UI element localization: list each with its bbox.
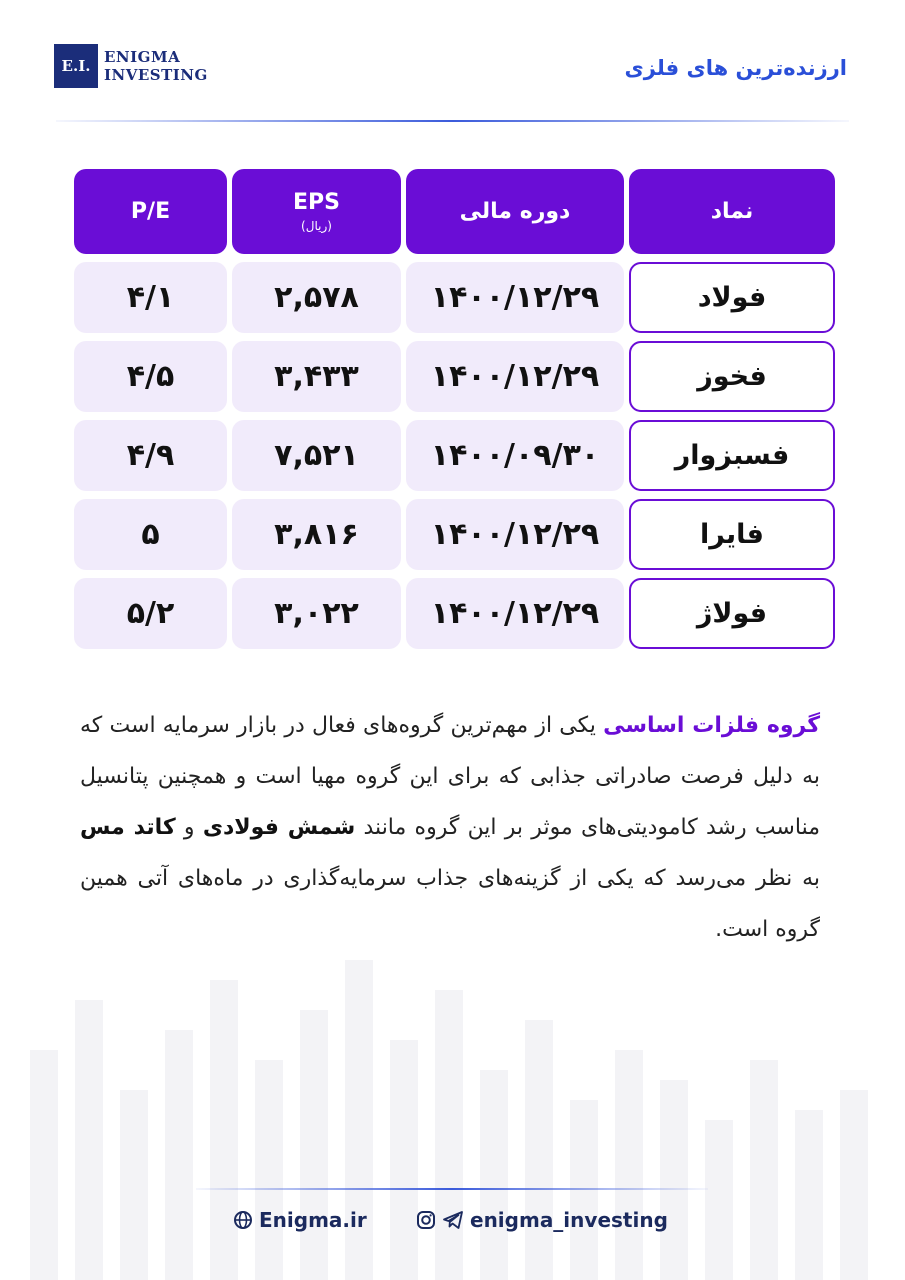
- bold-steel-ingot: شمش فولادی: [202, 815, 356, 840]
- highlight-metals-group: گروه فلزات اساسی: [603, 713, 820, 738]
- header-eps: [232, 169, 401, 254]
- header-symbol: نماد: [629, 169, 835, 254]
- header-divider: [56, 120, 849, 122]
- pe-cell: ۵/۲: [74, 578, 227, 649]
- eps-cell: ۳,۸۱۶: [232, 499, 401, 570]
- table-row: [74, 420, 835, 491]
- period-cell: ۱۴۰۰/۱۲/۲۹: [406, 499, 624, 570]
- eps-cell: ۳,۰۲۲: [232, 578, 401, 649]
- symbol-cell: فولاد: [629, 262, 835, 333]
- symbol-cell: فایرا: [629, 499, 835, 570]
- header-eps-unit: (ریال): [301, 219, 332, 233]
- pe-cell: ۴/۹: [74, 420, 227, 491]
- website-link[interactable]: [233, 1208, 367, 1232]
- eps-cell: ۲,۵۷۸: [232, 262, 401, 333]
- telegram-icon: [442, 1210, 464, 1230]
- symbol-cell: فولاژ: [629, 578, 835, 649]
- enigma-logo: [54, 44, 208, 88]
- page-title: ارزنده‌ترین های فلزی: [624, 56, 847, 80]
- globe-icon: [233, 1210, 253, 1230]
- eps-cell: ۳,۴۳۳: [232, 341, 401, 412]
- logo-line-2: INVESTING: [104, 66, 208, 84]
- header-pe: P/E: [74, 169, 227, 254]
- symbol-cell: فسبزوار: [629, 420, 835, 491]
- paragraph-text-3: به نظر می‌رسد که یکی از گزینه‌های جذاب سرمایه‌گذاری در ماه‌های آتی همین گروه است.: [80, 866, 820, 942]
- logo-mark: E.I.: [54, 44, 98, 88]
- pe-cell: ۵: [74, 499, 227, 570]
- pe-cell: ۴/۱: [74, 262, 227, 333]
- period-cell: ۱۴۰۰/۱۲/۲۹: [406, 341, 624, 412]
- logo-line-1: ENIGMA: [104, 48, 181, 66]
- valuation-table: [74, 169, 835, 657]
- logo-wordmark: [104, 48, 208, 84]
- description-paragraph: [80, 700, 820, 955]
- instagram-icon: [416, 1210, 436, 1230]
- period-cell: ۱۴۰۰/۱۲/۲۹: [406, 262, 624, 333]
- eps-cell: ۷,۵۲۱: [232, 420, 401, 491]
- footer-divider: [196, 1188, 708, 1190]
- pe-cell: ۴/۵: [74, 341, 227, 412]
- paragraph-text-2: و: [175, 815, 203, 840]
- paragraph-text-1: یکی از مهم‌ترین گروه‌های فعال در بازار سرمایه است که به دلیل فرصت صادراتی جذابی که برای این گروه مهیا است و همچنین پتانسیل مناسب رشد کامودیتی‌های موثر بر این گروه مانند: [80, 713, 820, 840]
- table-row: [74, 499, 835, 570]
- table-header-row: [74, 169, 835, 254]
- social-handle-link[interactable]: [416, 1208, 668, 1232]
- website-text: Enigma.ir: [259, 1208, 367, 1232]
- bold-copper-cathode: کاتد مس: [80, 815, 176, 840]
- header-period: دوره مالی: [406, 169, 624, 254]
- table-row: [74, 578, 835, 649]
- period-cell: ۱۴۰۰/۰۹/۳۰: [406, 420, 624, 491]
- symbol-cell: فخوز: [629, 341, 835, 412]
- header-eps-label: EPS: [293, 190, 340, 215]
- period-cell: ۱۴۰۰/۱۲/۲۹: [406, 578, 624, 649]
- table-row: [74, 262, 835, 333]
- social-handle-text: enigma_investing: [470, 1208, 668, 1232]
- table-row: [74, 341, 835, 412]
